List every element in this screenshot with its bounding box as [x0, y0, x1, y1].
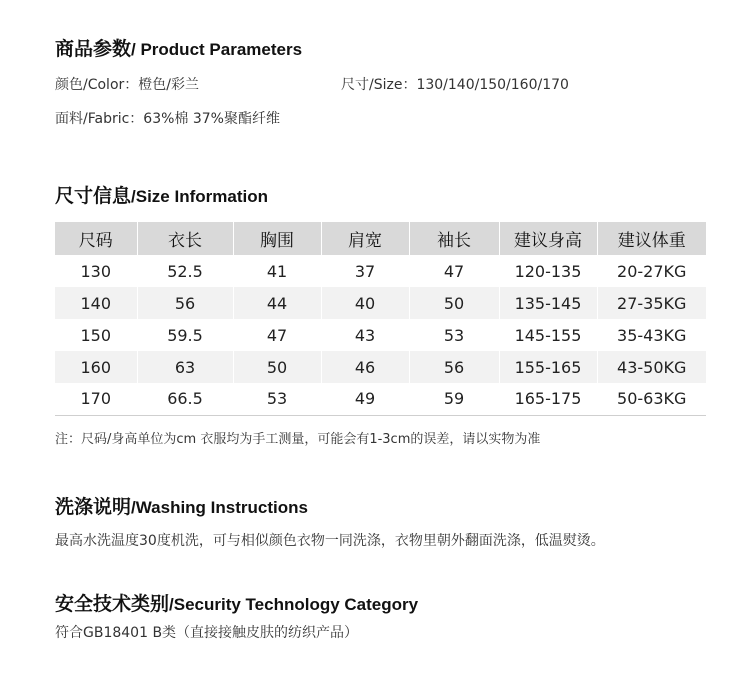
- table-cell: 53: [233, 383, 321, 415]
- table-cell: 140: [55, 287, 137, 319]
- table-cell: 53: [409, 319, 499, 351]
- size-information-heading: [55, 181, 268, 208]
- table-cell: 46: [321, 351, 409, 383]
- product-parameters-heading: [55, 34, 302, 61]
- size-information-title-en: /Size Information: [131, 187, 268, 206]
- header-height: 建议身高: [499, 222, 597, 255]
- table-cell: 41: [233, 255, 321, 287]
- table-cell: 120-135: [499, 255, 597, 287]
- table-cell: 52.5: [137, 255, 233, 287]
- table-cell: 44: [233, 287, 321, 319]
- fabric-line: 面料/Fabric：63%棉 37%聚酯纤维: [55, 111, 280, 127]
- measurement-note: 注：尺码/身高单位为cm 衣服均为手工测量，可能会有1-3cm的误差，请以实物为准: [55, 432, 541, 447]
- security-category-heading: [55, 589, 418, 616]
- table-header-row: [55, 222, 706, 255]
- table-cell: 135-145: [499, 287, 597, 319]
- table-cell: 56: [137, 287, 233, 319]
- table-cell: 20-27KG: [617, 261, 687, 281]
- table-row: [55, 351, 706, 383]
- table-cell: 155-165: [499, 351, 597, 383]
- washing-title-cn: 洗涤说明: [55, 496, 132, 518]
- header-length: 衣长: [137, 222, 233, 255]
- size-table: [55, 222, 706, 416]
- table-cell: 37: [321, 255, 409, 287]
- table-cell: 170: [55, 383, 137, 415]
- table-cell: 43-50KG: [597, 351, 706, 383]
- product-parameters-title-cn: 商品参数: [55, 38, 132, 60]
- table-cell: 47: [233, 319, 321, 351]
- security-title-en: /Security Technology Category: [169, 595, 419, 614]
- table-cell: 50: [233, 351, 321, 383]
- table-cell: 50: [409, 287, 499, 319]
- security-text: 符合GB18401 B类（直接接触皮肤的纺织产品）: [55, 625, 359, 641]
- table-row: [55, 383, 706, 415]
- washing-text: 最高水洗温度30度机洗，可与相似颜色衣物一同洗涤，衣物里朝外翻面洗涤，低温熨烫。: [55, 533, 605, 549]
- washing-title-en: /Washing Instructions: [131, 498, 308, 517]
- table-cell: 145-155: [499, 319, 597, 351]
- table-cell: 130: [55, 255, 137, 287]
- table-cell: 59.5: [137, 319, 233, 351]
- table-row: [55, 319, 706, 351]
- table-cell: 27-35KG: [597, 287, 706, 319]
- table-cell: 59: [409, 383, 499, 415]
- table-cell: 40: [321, 287, 409, 319]
- table-row: [55, 287, 706, 319]
- header-chest: 胸围: [233, 222, 321, 255]
- security-title-cn: 安全技术类别: [55, 593, 170, 615]
- header-shoulder: 肩宽: [321, 222, 409, 255]
- table-cell: 150: [55, 319, 137, 351]
- table-cell: 165-175: [499, 383, 597, 415]
- table-cell: 47: [409, 255, 499, 287]
- size-line: 尺寸/Size：130/140/150/160/170: [341, 77, 569, 93]
- table-cell: 50-63KG: [597, 383, 706, 415]
- washing-instructions-heading: [55, 492, 308, 519]
- header-weight: 建议体重: [597, 222, 706, 255]
- table-cell: 66.5: [137, 383, 233, 415]
- table-cell: 35-43KG: [617, 325, 687, 345]
- size-information-title-cn: 尺寸信息: [55, 185, 132, 207]
- table-row: [55, 255, 706, 287]
- product-parameters-title-en: / Product Parameters: [131, 40, 303, 59]
- table-cell: 49: [321, 383, 409, 415]
- header-size: 尺码: [55, 222, 137, 255]
- table-cell: 43: [321, 319, 409, 351]
- header-sleeve: 袖长: [409, 222, 499, 255]
- table-cell: 63: [137, 351, 233, 383]
- table-cell: 160: [55, 351, 137, 383]
- table-cell: 56: [409, 351, 499, 383]
- color-line: 颜色/Color：橙色/彩兰: [55, 77, 199, 93]
